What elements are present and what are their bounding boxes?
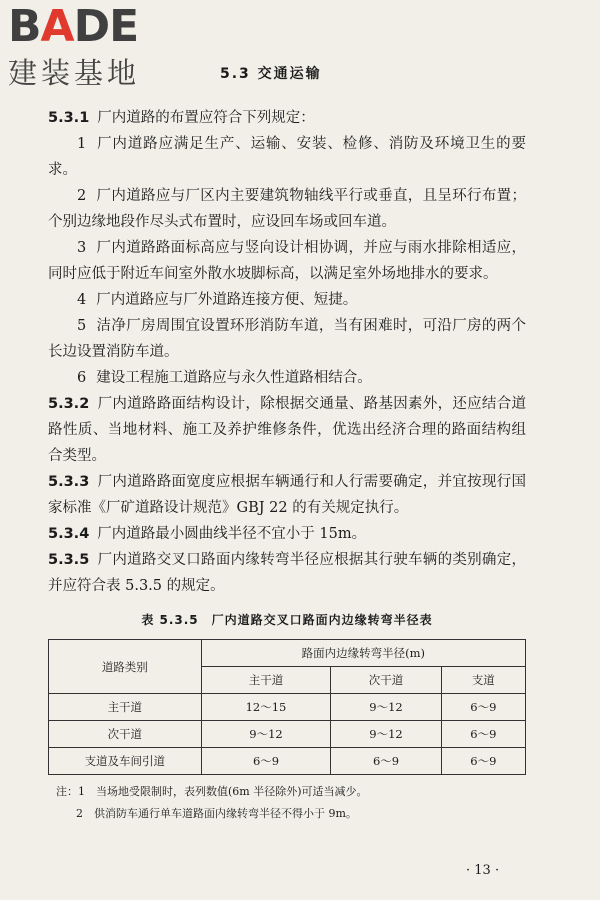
table-cell: 6～9	[441, 748, 525, 775]
table-cell: 6～9	[441, 694, 525, 721]
table-header-col: 次干道	[331, 667, 441, 694]
table-notes	[48, 781, 526, 825]
clause-5-3-2: 5.3.2 厂内道路路面结构设计，除根据交通量、路基因素外，还应结合道路性质、当地材料、施工及养护维修条件，优选出经济合理的路面结构组合类型。	[48, 396, 526, 464]
clause-5-3-1: 5.3.1 厂内道路的布置应符合下列规定：	[48, 110, 315, 126]
table-cell: 9～12	[331, 721, 441, 748]
table-cell: 9～12	[201, 721, 331, 748]
table-header-col: 主干道	[201, 667, 331, 694]
table-note-1: 注：1 当场地受限制时，表列数值(6m 半径除外)可适当减少。	[56, 785, 368, 798]
clause-item-2: 2 厂内道路应与厂区内主要建筑物轴线平行或垂直，且呈环行布置；个别边缘地段作尽头式布置时，应设回车场或回车道。	[48, 188, 526, 230]
row-label: 主干道	[49, 694, 202, 721]
clause-5-3-5: 5.3.5 厂内道路交叉口路面内缘转弯半径应根据其行驶车辆的类别确定，并应符合表 5.3.5 的规定。	[48, 552, 526, 594]
table-cell: 6～9	[441, 721, 525, 748]
row-label: 次干道	[49, 721, 202, 748]
logo-wordmark: BADE	[8, 1, 139, 52]
clause-item-1: 1 厂内道路应满足生产、运输、安装、检修、消防及环境卫生的要求。	[48, 136, 526, 178]
row-label: 支道及车间引道	[49, 748, 202, 775]
table-header-group: 路面内边缘转弯半径(m)	[201, 640, 525, 667]
table-row	[49, 694, 526, 721]
table-cell: 6～9	[331, 748, 441, 775]
table-row	[49, 748, 526, 775]
turning-radius-table	[48, 639, 526, 775]
document-body	[48, 105, 526, 825]
clause-5-3-3: 5.3.3 厂内道路路面宽度应根据车辆通行和人行需要确定，并宜按现行国家标准《厂矿道路设计规范》GBJ 22 的有关规定执行。	[48, 474, 526, 516]
table-header-road-type: 道路类别	[49, 640, 202, 694]
table-cell: 12～15	[201, 694, 331, 721]
table-row	[49, 721, 526, 748]
clause-item-4: 4 厂内道路应与厂外道路连接方便、短捷。	[77, 292, 358, 308]
logo	[8, 2, 183, 90]
table-header-col: 支道	[441, 667, 525, 694]
clause-item-3: 3 厂内道路路面标高应与竖向设计相协调，并应与雨水排除相适应，同时应低于附近车间室外散水坡脚标高，以满足室外场地排水的要求。	[48, 240, 526, 282]
clause-item-5: 5 洁净厂房周围宜设置环形消防车道，当有困难时，可沿厂房的两个长边设置消防车道。	[48, 318, 526, 360]
logo-subtitle: 建装基地	[8, 56, 141, 90]
section-title: 5.3 交通运输	[220, 66, 322, 82]
table-note-2: 2 供消防车通行单车道路面内缘转弯半径不得小于 9m。	[76, 807, 357, 820]
clause-5-3-4: 5.3.4 厂内道路最小圆曲线半径不宜小于 15m。	[48, 526, 367, 542]
clause-item-6: 6 建设工程施工道路应与永久性道路相结合。	[77, 370, 372, 386]
table-cell: 9～12	[331, 694, 441, 721]
page-number: · 13 ·	[466, 863, 500, 878]
table-title: 表 5.3.5 厂内道路交叉口路面内边缘转弯半径表	[141, 613, 433, 627]
table-cell: 6～9	[201, 748, 331, 775]
